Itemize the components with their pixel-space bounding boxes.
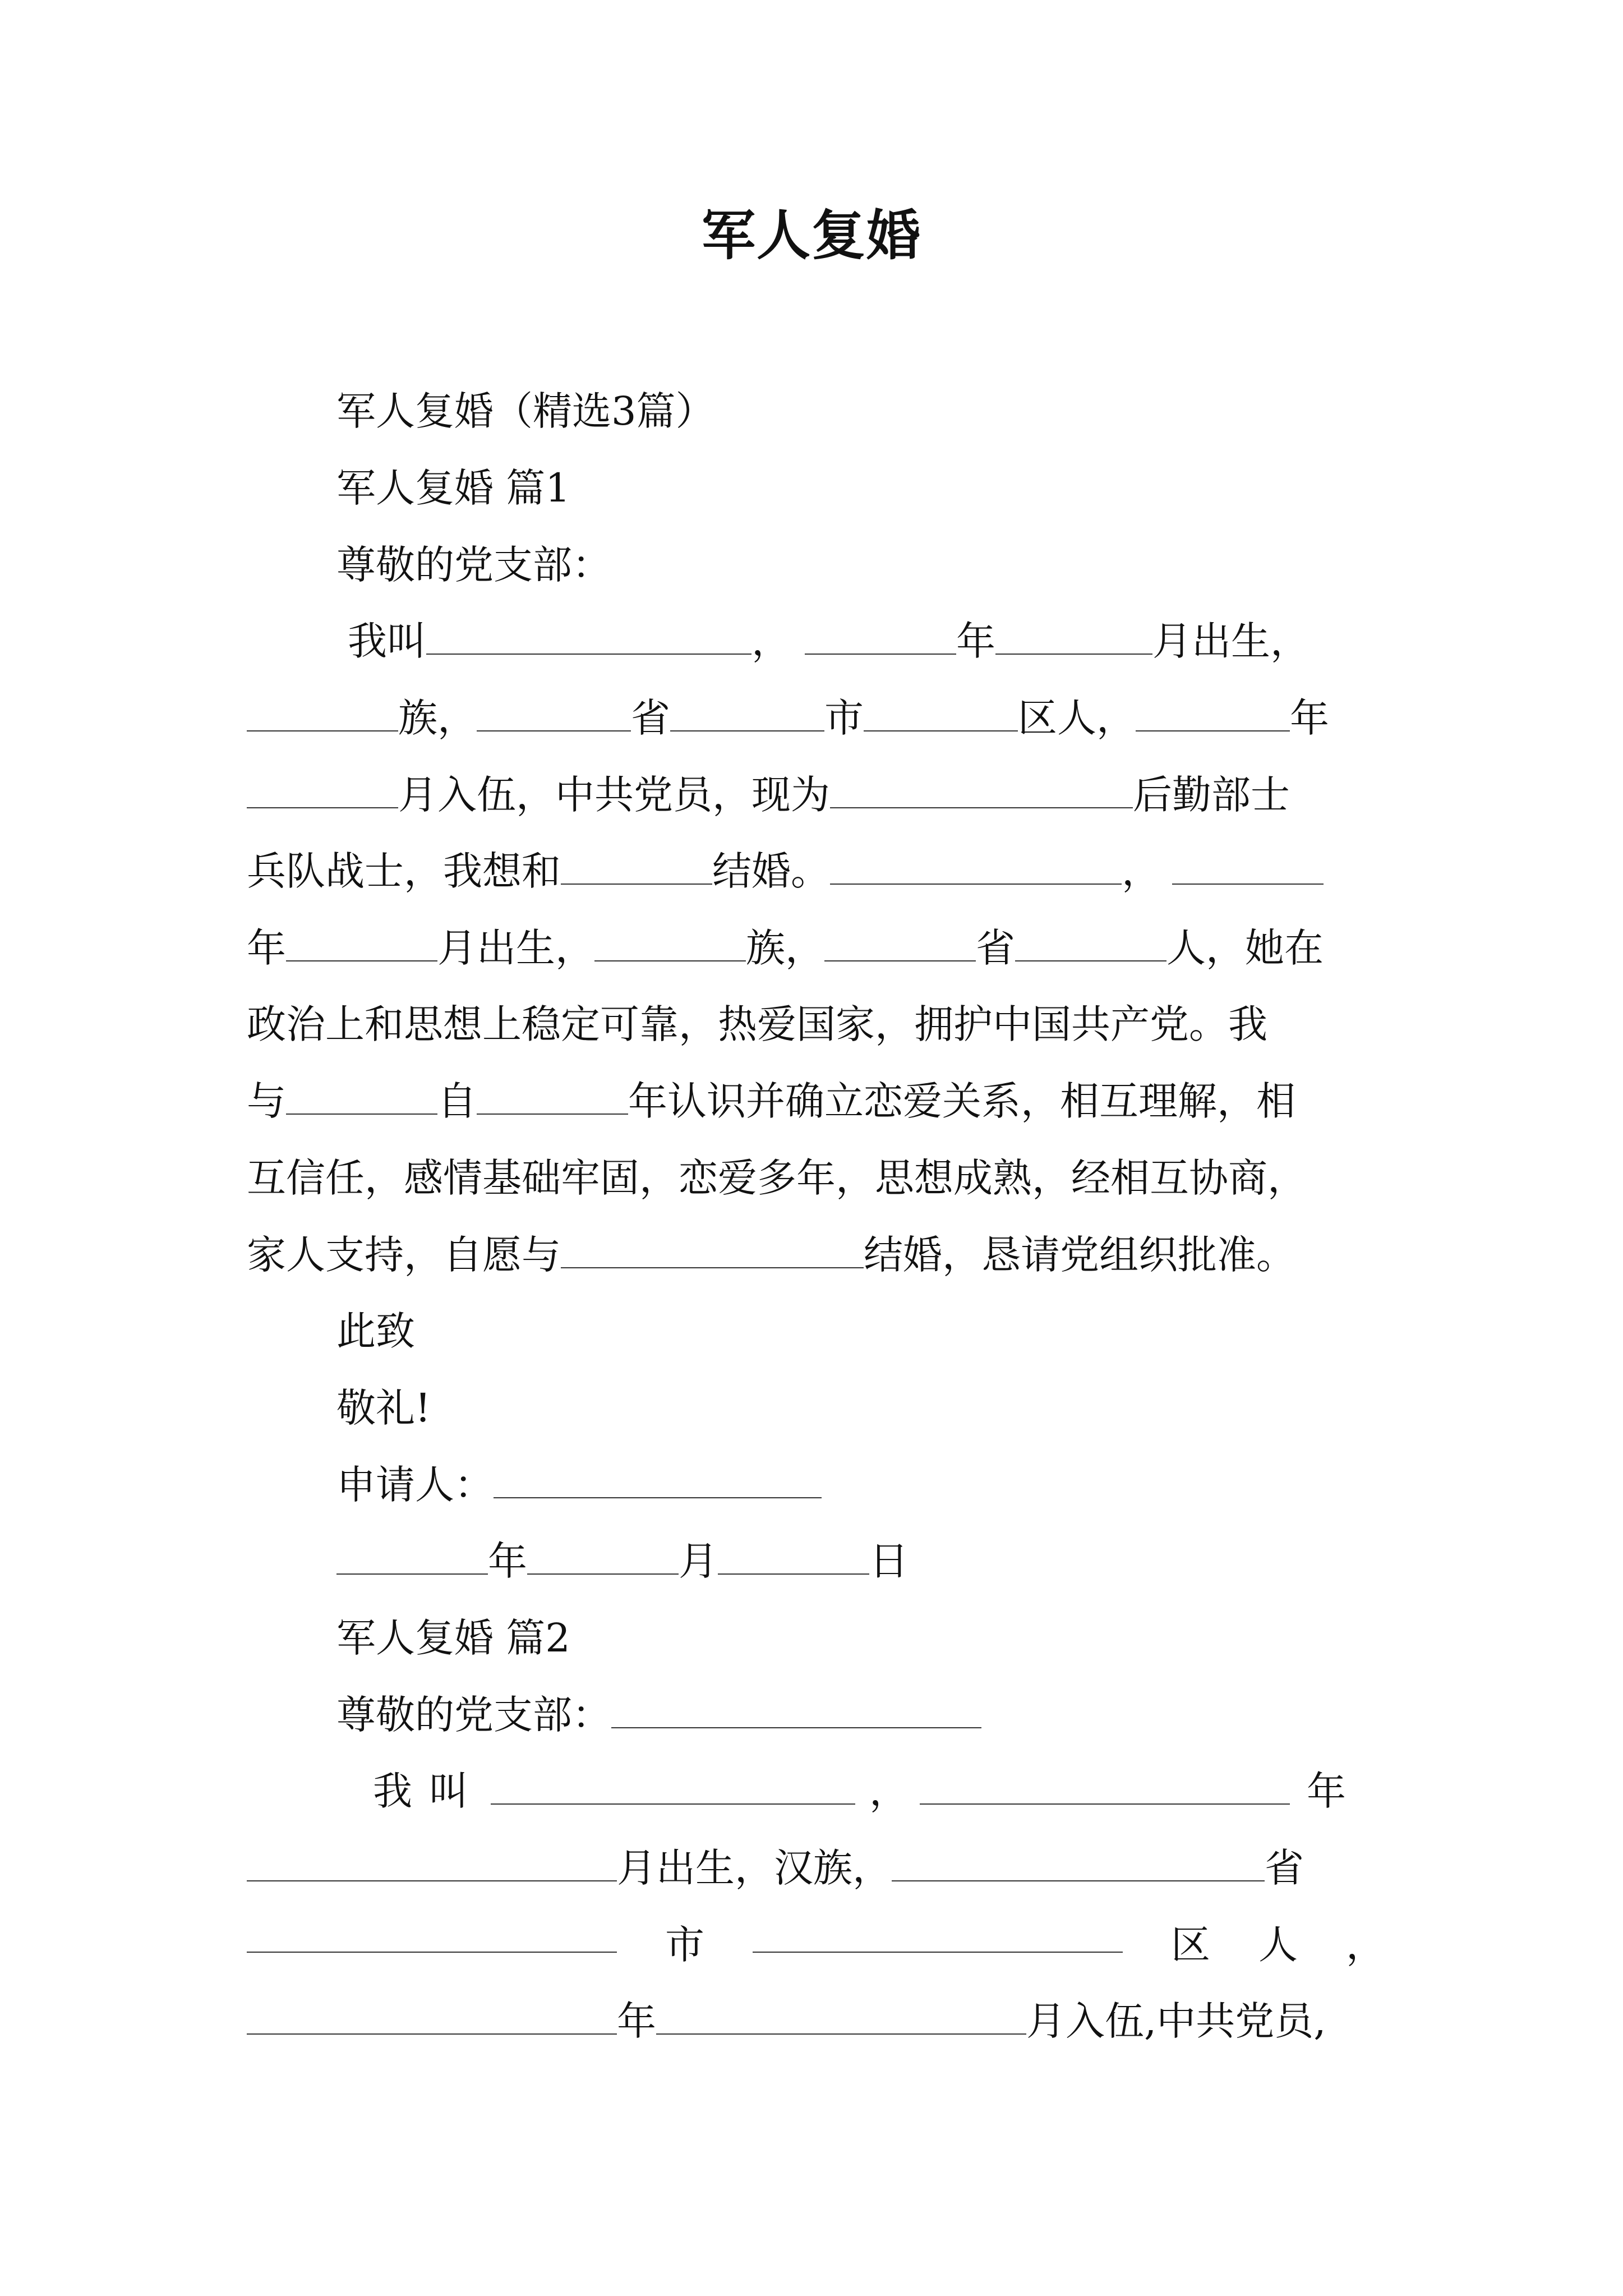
blank-field bbox=[247, 1917, 617, 1953]
blank-field bbox=[336, 1539, 488, 1575]
blank-field bbox=[1136, 696, 1290, 731]
blank-field bbox=[670, 696, 824, 731]
blank-field bbox=[864, 696, 1018, 731]
section-2-heading: 军人复婚 篇2 bbox=[336, 1615, 570, 1661]
salutation: 尊敬的党支部： bbox=[336, 1687, 981, 1743]
paragraph-line: 政治上和思想上稳定可靠，热爱国家，拥护中国共产党。我 bbox=[247, 1001, 1267, 1047]
blank-field bbox=[286, 926, 437, 961]
blank-field bbox=[491, 1769, 855, 1805]
closing-line: 敬礼! bbox=[336, 1385, 431, 1431]
blank-field bbox=[527, 1539, 679, 1575]
blank-field bbox=[247, 1999, 617, 2035]
paragraph-line: 年 月出生， 族， 省 人，她在 bbox=[247, 925, 1324, 971]
paragraph-line: 我 叫 ， 年 bbox=[373, 1768, 1346, 1814]
paragraph-line: 族， 省 市 区人， 年 bbox=[247, 690, 1329, 746]
paragraph-line: 兵队战士，我想和 结婚。 ， bbox=[247, 843, 1324, 899]
paragraph-line: 家人支持，自愿与 结婚，恳请党组织批准。 bbox=[247, 1232, 1295, 1278]
blank-field bbox=[477, 696, 631, 731]
date-line: 年 月 日 bbox=[336, 1533, 909, 1589]
blank-field bbox=[247, 696, 398, 731]
paragraph-line: 与 自 年认识并确立恋爱关系，相互理解，相 bbox=[247, 1078, 1295, 1124]
section-1-heading: 军人复婚 篇1 bbox=[336, 465, 570, 511]
blank-field bbox=[594, 926, 746, 961]
paragraph-line: 互信任，感情基础牢固，恋爱多年，思想成熟，经相互协商， bbox=[247, 1155, 1307, 1201]
blank-field bbox=[286, 1079, 437, 1115]
blank-field bbox=[611, 1692, 981, 1728]
document-title: 军人复婚 bbox=[702, 204, 921, 267]
blank-field bbox=[920, 1769, 1290, 1805]
paragraph-line: 我叫 ， 年 月出生， bbox=[348, 618, 1310, 664]
applicant-line: 申请人： bbox=[336, 1457, 822, 1513]
closing-line: 此致 bbox=[336, 1308, 415, 1354]
salutation: 尊敬的党支部： bbox=[336, 542, 611, 588]
blank-field bbox=[1015, 926, 1166, 961]
paragraph-line: 月入伍，中共党员，现为 后勤部士 bbox=[247, 767, 1290, 823]
subtitle: 军人复婚（精选3篇） bbox=[336, 388, 715, 434]
blank-field bbox=[494, 1462, 822, 1498]
blank-field bbox=[477, 1079, 628, 1115]
blank-field bbox=[830, 772, 1133, 808]
blank-field bbox=[561, 1232, 864, 1268]
paragraph-line: 年 月入伍,中共党员, bbox=[247, 1993, 1326, 2049]
blank-field bbox=[753, 1917, 1123, 1953]
blank-field bbox=[892, 1846, 1265, 1881]
blank-field bbox=[805, 619, 956, 655]
blank-field bbox=[561, 849, 712, 885]
blank-field bbox=[830, 849, 1122, 885]
blank-field bbox=[426, 619, 751, 655]
blank-field bbox=[995, 619, 1152, 655]
blank-field bbox=[1172, 849, 1324, 885]
blank-field bbox=[718, 1539, 869, 1575]
blank-field bbox=[824, 926, 976, 961]
blank-field bbox=[656, 1999, 1026, 2035]
paragraph-line: 月出生，汉族， 省 bbox=[247, 1840, 1304, 1896]
blank-field bbox=[247, 772, 398, 808]
paragraph-line: 市 区 人 ， bbox=[247, 1917, 1385, 1973]
blank-field bbox=[247, 1846, 617, 1881]
